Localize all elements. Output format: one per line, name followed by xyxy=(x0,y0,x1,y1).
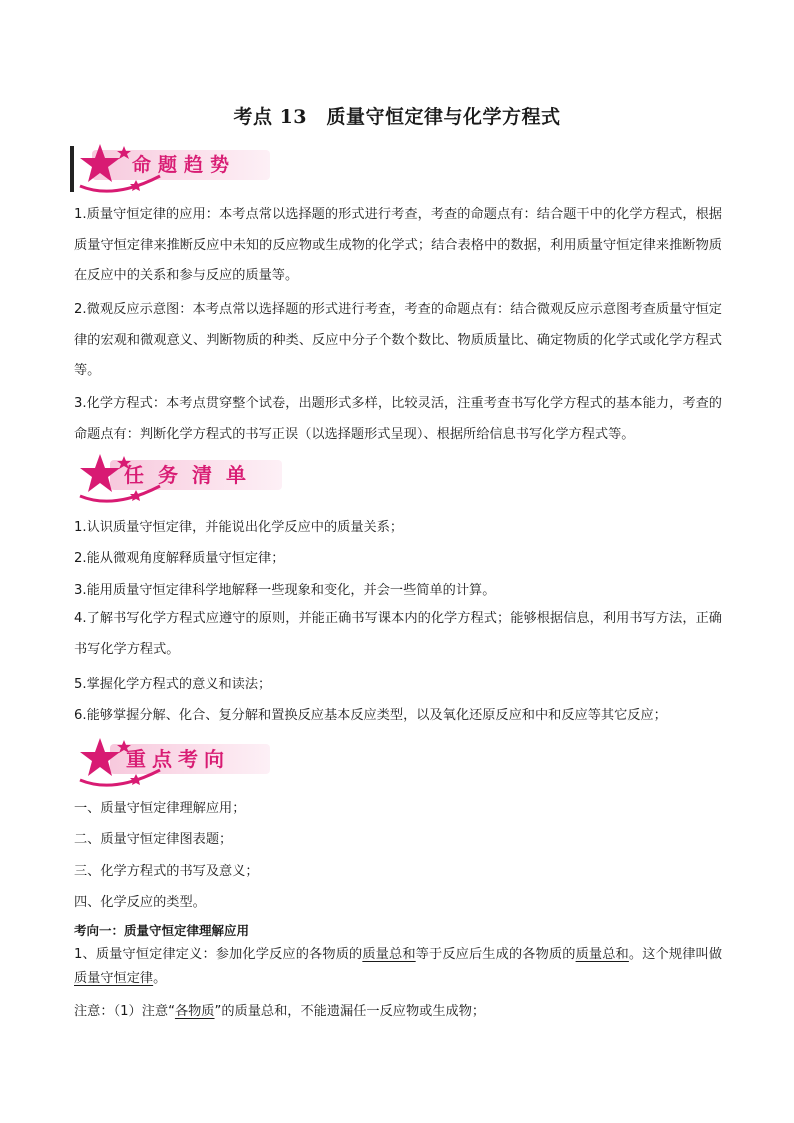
focus-item: 二、质量守恒定律图表题； xyxy=(74,832,233,847)
note-text: ”的质量总和，不能遗漏任一反应物或生成物； xyxy=(214,1004,486,1019)
definition-underlined-term: 质量总和 xyxy=(362,947,416,962)
focus-item: 一、质量守恒定律理解应用； xyxy=(74,801,246,816)
definition-text: 等于反应后生成的各物质的 xyxy=(415,947,576,962)
focus-item: 四、化学反应的类型。 xyxy=(74,895,206,910)
page-title: 考点 13 质量守恒定律与化学方程式 xyxy=(233,106,561,128)
section-banner-focus xyxy=(70,740,270,786)
task-item: 5.掌握化学方程式的意义和读法； xyxy=(74,677,272,692)
task-item: 4.了解书写化学方程式应遵守的原则，并能正确书写课本内的化学方程式；能够根据信息，利用书写方法，正确书写化学方程式。 xyxy=(74,611,722,657)
task-item: 3.能用质量守恒定律科学地解释一些现象和变化，并会一些简单的计算。 xyxy=(74,583,496,598)
note-underlined-term: 各物质 xyxy=(174,1004,215,1019)
trend-paragraph-2: 2.微观反应示意图：本考点常以选择题的形式进行考查，考查的命题点有：结合微观反应示意图考查质量守恒定律的宏观和微观意义、判断物质的种类、反应中分子个数个数比、物质质量比、确定物质的化学式或化学方程式等。 xyxy=(74,302,722,378)
task-item: 6.能够掌握分解、化合、复分解和置换反应基本反应类型，以及氧化还原反应和中和反应等其它反应； xyxy=(74,708,667,723)
definition-text: 。这个规律叫做 xyxy=(628,947,723,962)
definition-paragraph xyxy=(74,943,722,991)
banner-label: 命题趋势 xyxy=(132,154,237,176)
note-line xyxy=(74,1002,485,1022)
trend-paragraph-3: 3.化学方程式：本考点贯穿整个试卷，出题形式多样，比较灵活，注重考查书写化学方程式的基本能力，考查的命题点有：判断化学方程式的书写正误（以选择题形式呈现）、根据所给信息书写化学方程式等。 xyxy=(74,396,722,442)
section-banner-trend xyxy=(70,146,270,192)
definition-underlined-term: 质量守恒定律 xyxy=(74,971,154,986)
banner-label: 重点考向 xyxy=(126,747,230,771)
task-item: 2.能从微观角度解释质量守恒定律； xyxy=(74,551,285,566)
focus-item: 三、化学方程式的书写及意义； xyxy=(74,864,259,879)
section-banner-tasks xyxy=(70,456,270,502)
sub-heading: 考向一：质量守恒定律理解应用 xyxy=(74,923,250,938)
definition-text: 。 xyxy=(153,971,167,986)
definition-underlined-term: 质量总和 xyxy=(575,947,629,962)
task-item: 1.认识质量守恒定律，并能说出化学反应中的质量关系； xyxy=(74,520,404,535)
trend-paragraph-1: 1.质量守恒定律的应用：本考点常以选择题的形式进行考查，考查的命题点有：结合题干中的化学方程式，根据质量守恒定律来推断反应中未知的反应物或生成物的化学式；结合表格中的数据，利用质量守恒定律来推断物质在反应中的关系和参与反应的质量等。 xyxy=(74,207,722,283)
note-text: 注意：（1）注意“ xyxy=(74,1004,175,1019)
definition-text: 1、质量守恒定律定义：参加化学反应的各物质的 xyxy=(74,947,363,962)
banner-label: 任务清单 xyxy=(124,463,260,487)
